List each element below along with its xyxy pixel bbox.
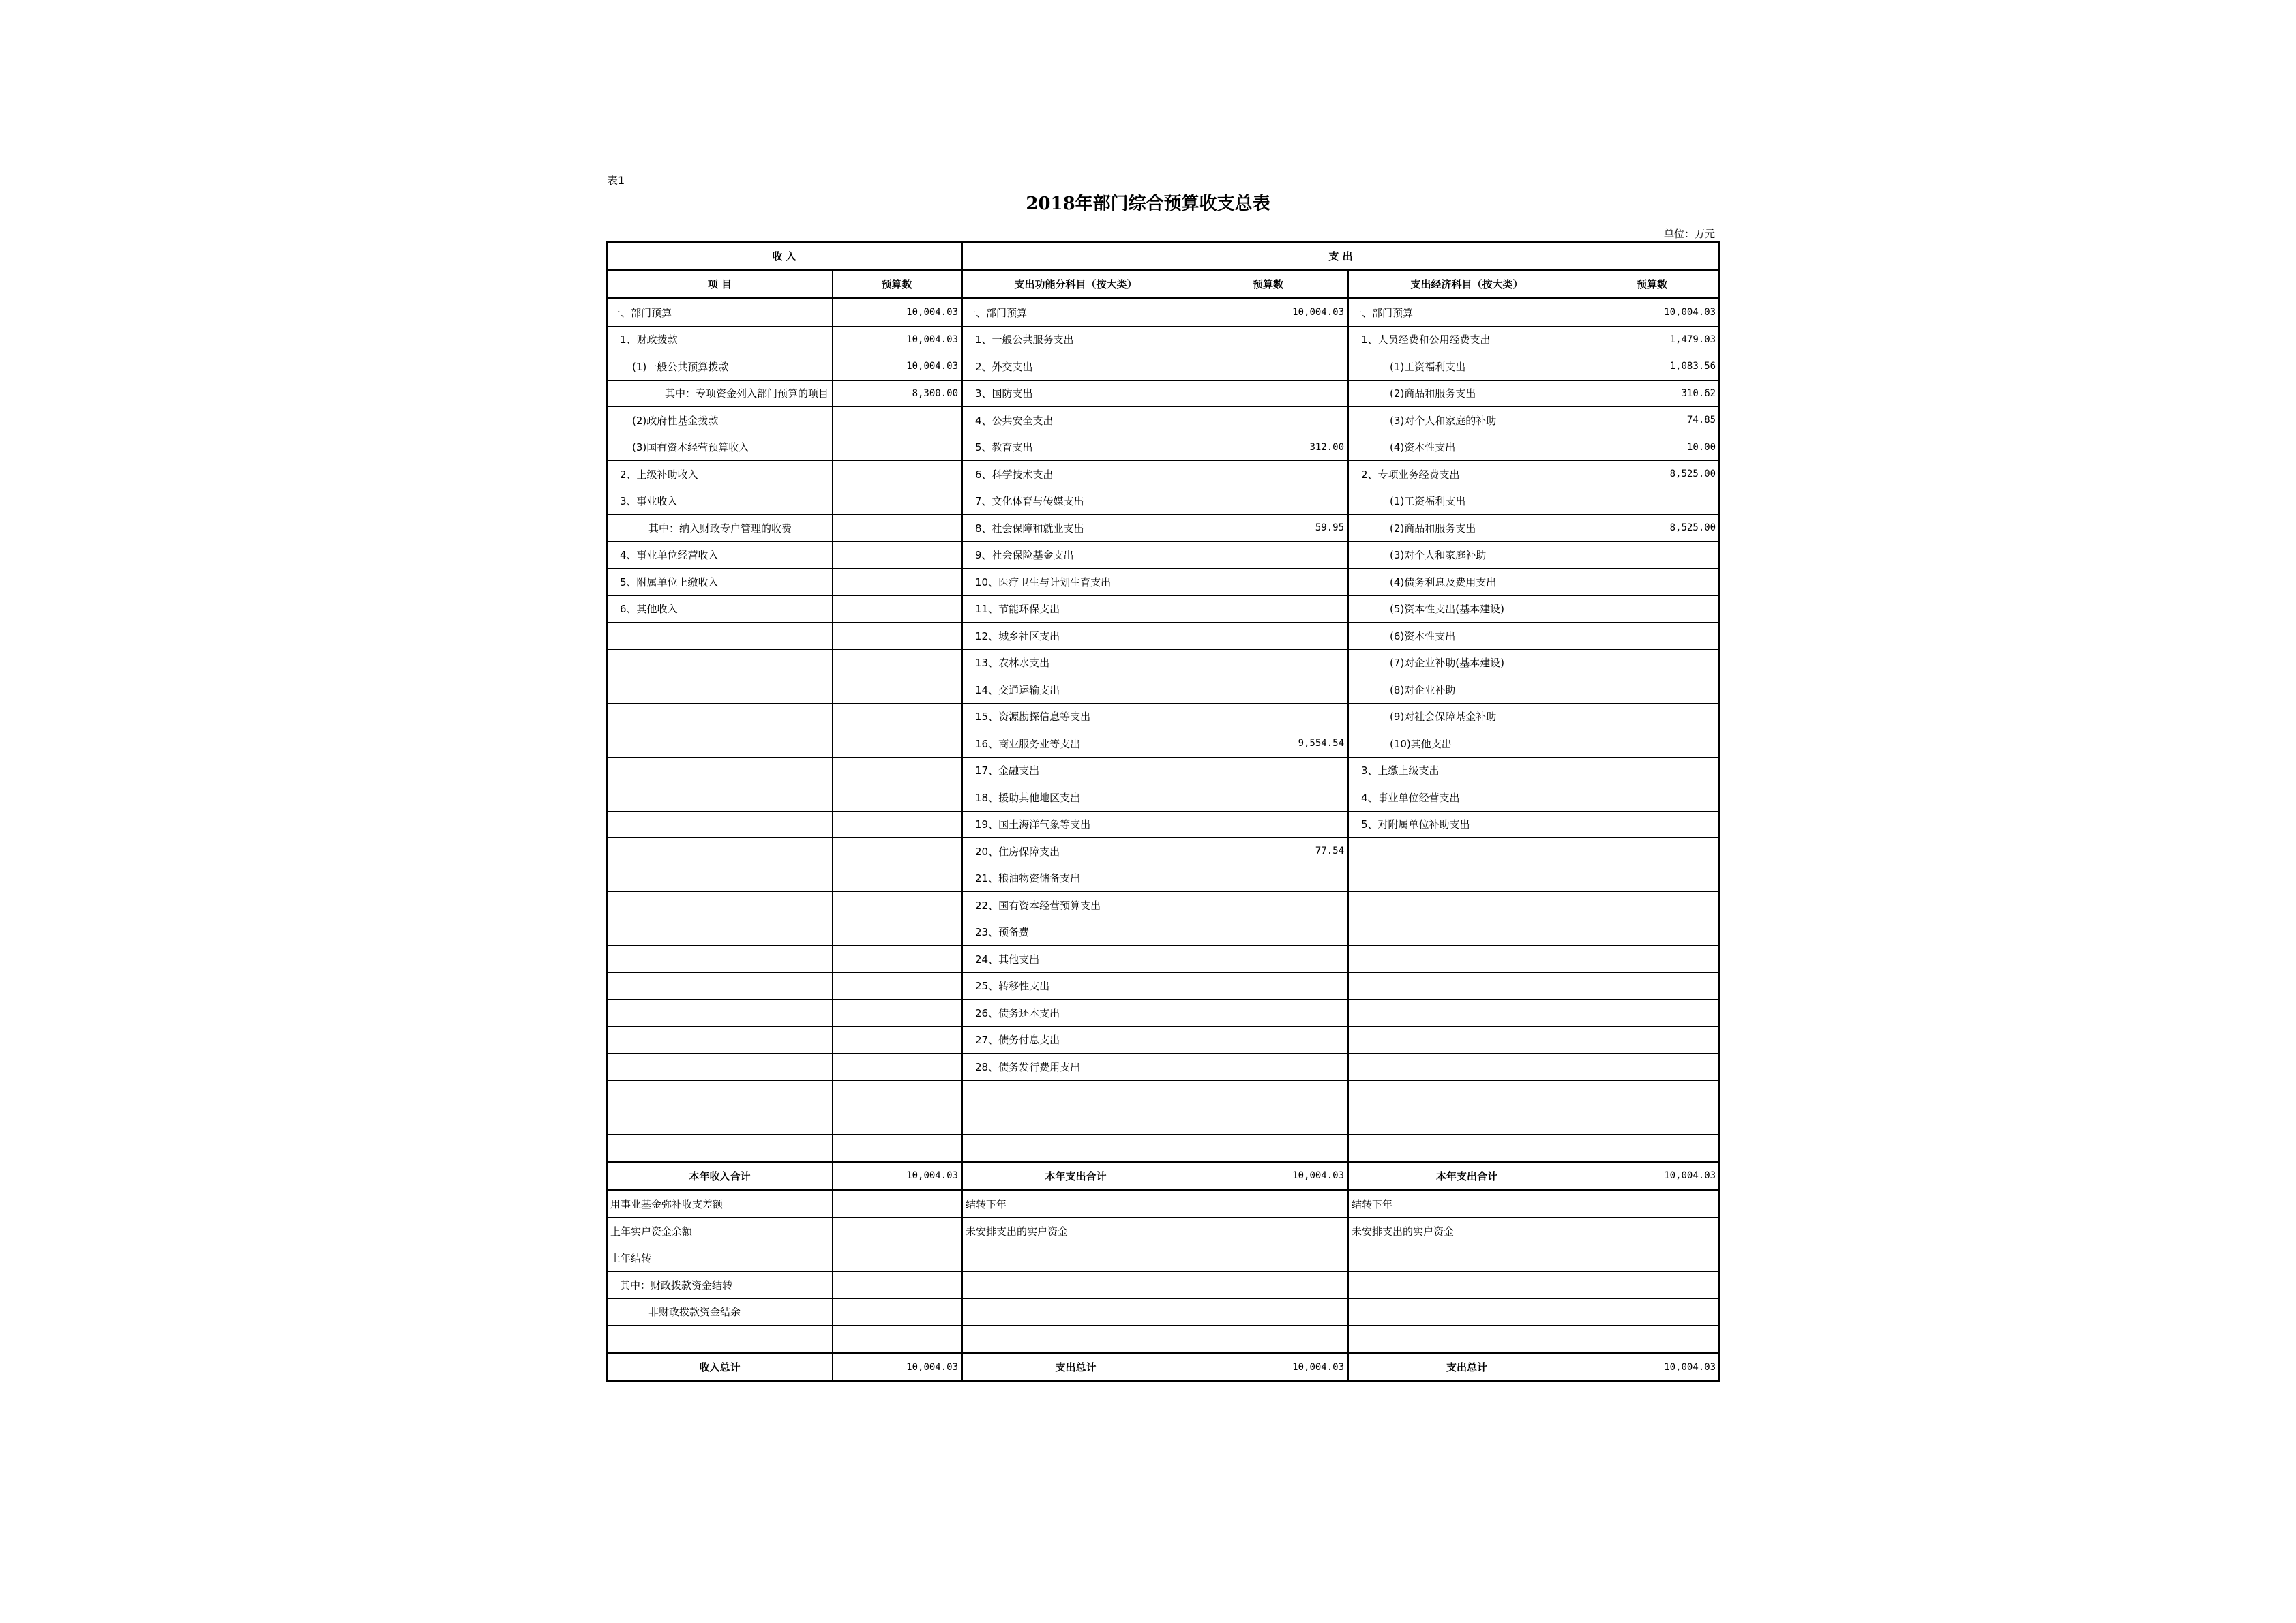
item-cell <box>607 838 833 865</box>
budget-cell <box>833 1080 962 1107</box>
budget-cell <box>1585 1218 1720 1245</box>
item-cell: 一、部门预算 <box>962 299 1189 327</box>
budget-cell: 1,083.56 <box>1585 353 1720 381</box>
item-cell: 27、债务付息支出 <box>962 1026 1189 1054</box>
budget-cell <box>1585 676 1720 704</box>
expense-header: 支 出 <box>962 242 1720 271</box>
item-cell: (4)资本性支出 <box>1348 434 1585 461</box>
budget-cell <box>1189 892 1348 919</box>
item-cell: 2、专项业务经费支出 <box>1348 461 1585 488</box>
item-cell: 3、国防支出 <box>962 380 1189 407</box>
item-cell: 一、部门预算 <box>1348 299 1585 327</box>
item-cell <box>962 1326 1189 1354</box>
item-cell: 支出总计 <box>1348 1353 1585 1382</box>
budget-cell <box>1189 703 1348 730</box>
item-cell: 1、财政拨款 <box>607 326 833 353</box>
item-cell: 其中：纳入财政专户管理的收费 <box>607 515 833 542</box>
item-cell <box>607 811 833 838</box>
budget-cell <box>1189 353 1348 381</box>
budget-cell: 10,004.03 <box>833 353 962 381</box>
item-cell: 5、附属单位上缴收入 <box>607 569 833 596</box>
table-row <box>607 488 1720 515</box>
sheet-label: 表1 <box>607 174 625 187</box>
item-cell: 未安排支出的实户资金 <box>1348 1218 1585 1245</box>
item-cell: 18、援助其他地区支出 <box>962 784 1189 812</box>
budget-cell: 10,004.03 <box>1585 299 1720 327</box>
col-func-header: 支出功能分科目（按大类） <box>962 270 1189 299</box>
budget-cell <box>833 515 962 542</box>
item-cell <box>607 1134 833 1162</box>
item-cell <box>607 1000 833 1027</box>
budget-cell <box>1189 1134 1348 1162</box>
budget-cell <box>833 676 962 704</box>
table-row <box>607 380 1720 407</box>
item-cell: 收入总计 <box>607 1353 833 1382</box>
item-cell: 本年支出合计 <box>1348 1162 1585 1191</box>
item-cell <box>607 676 833 704</box>
budget-cell <box>1585 730 1720 758</box>
budget-cell <box>1189 972 1348 1000</box>
item-cell <box>962 1107 1189 1135</box>
item-cell: 5、对附属单位补助支出 <box>1348 811 1585 838</box>
income-header: 收 入 <box>607 242 962 271</box>
budget-cell: 74.85 <box>1585 407 1720 434</box>
budget-cell <box>1189 1272 1348 1299</box>
item-cell <box>607 1080 833 1107</box>
item-cell <box>962 1245 1189 1272</box>
budget-cell <box>833 1272 962 1299</box>
budget-cell <box>833 1026 962 1054</box>
budget-cell <box>1585 569 1720 596</box>
budget-cell <box>1585 1026 1720 1054</box>
budget-cell <box>833 569 962 596</box>
item-cell: 12、城乡社区支出 <box>962 623 1189 650</box>
item-cell: (8)对企业补助 <box>1348 676 1585 704</box>
table-row <box>607 569 1720 596</box>
budget-cell <box>1585 757 1720 784</box>
budget-cell: 10.00 <box>1585 434 1720 461</box>
budget-cell <box>1189 1326 1348 1354</box>
item-cell: 结转下年 <box>962 1190 1189 1218</box>
item-cell <box>607 784 833 812</box>
col-econ-header: 支出经济科目（按大类） <box>1348 270 1585 299</box>
budget-cell <box>1189 919 1348 946</box>
item-cell: 2、上级补助收入 <box>607 461 833 488</box>
budget-cell: 1,479.03 <box>1585 326 1720 353</box>
budget-cell: 8,525.00 <box>1585 515 1720 542</box>
budget-cell: 8,525.00 <box>1585 461 1720 488</box>
item-cell <box>1348 1054 1585 1081</box>
item-cell <box>1348 1107 1585 1135</box>
item-cell: (2)商品和服务支出 <box>1348 515 1585 542</box>
budget-cell <box>1189 1107 1348 1135</box>
after-row <box>607 1218 1720 1245</box>
item-cell: (6)资本性支出 <box>1348 623 1585 650</box>
budget-cell: 10,004.03 <box>1189 1353 1348 1382</box>
budget-cell: 10,004.03 <box>833 1353 962 1382</box>
item-cell <box>1348 972 1585 1000</box>
budget-cell <box>833 488 962 515</box>
item-cell <box>607 892 833 919</box>
item-cell: 13、农林水支出 <box>962 649 1189 676</box>
budget-cell <box>833 595 962 623</box>
item-cell <box>962 1298 1189 1326</box>
budget-cell <box>1189 623 1348 650</box>
item-cell <box>607 1054 833 1081</box>
budget-cell <box>1189 326 1348 353</box>
budget-cell <box>833 1326 962 1354</box>
item-cell: (1)一般公共预算拨款 <box>607 353 833 381</box>
table-row <box>607 1080 1720 1107</box>
budget-cell <box>1189 595 1348 623</box>
table-row <box>607 757 1720 784</box>
item-cell <box>607 623 833 650</box>
after-row <box>607 1272 1720 1299</box>
budget-cell <box>833 623 962 650</box>
budget-cell <box>1585 838 1720 865</box>
item-cell <box>607 919 833 946</box>
item-cell: 3、事业收入 <box>607 488 833 515</box>
item-cell: (7)对企业补助(基本建设) <box>1348 649 1585 676</box>
item-cell: 其中：专项资金列入部门预算的项目 <box>607 380 833 407</box>
item-cell: 4、事业单位经营支出 <box>1348 784 1585 812</box>
budget-cell <box>1189 1026 1348 1054</box>
table-row <box>607 461 1720 488</box>
item-cell: 11、节能环保支出 <box>962 595 1189 623</box>
budget-cell <box>833 703 962 730</box>
item-cell: 支出总计 <box>962 1353 1189 1382</box>
item-cell: 10、医疗卫生与计划生育支出 <box>962 569 1189 596</box>
item-cell <box>607 865 833 892</box>
budget-cell <box>1585 1000 1720 1027</box>
item-cell: 6、其他收入 <box>607 595 833 623</box>
budget-cell: 59.95 <box>1189 515 1348 542</box>
budget-cell <box>1585 784 1720 812</box>
budget-cell: 312.00 <box>1189 434 1348 461</box>
budget-cell <box>1189 1218 1348 1245</box>
table-row <box>607 676 1720 704</box>
budget-cell <box>1189 380 1348 407</box>
budget-cell <box>833 838 962 865</box>
item-cell: 28、债务发行费用支出 <box>962 1054 1189 1081</box>
budget-cell <box>1189 649 1348 676</box>
table-row <box>607 811 1720 838</box>
budget-cell <box>833 434 962 461</box>
page-title: 2018年部门综合预算收支总表 <box>1026 194 1270 214</box>
budget-cell <box>833 1218 962 1245</box>
budget-cell <box>1585 946 1720 973</box>
table-row <box>607 1054 1720 1081</box>
budget-cell <box>1585 811 1720 838</box>
item-cell <box>607 730 833 758</box>
budget-cell <box>1585 1107 1720 1135</box>
table-row <box>607 541 1720 569</box>
col-budget-header: 预算数 <box>1585 270 1720 299</box>
item-cell: 14、交通运输支出 <box>962 676 1189 704</box>
item-cell: 2、外交支出 <box>962 353 1189 381</box>
budget-cell <box>833 1298 962 1326</box>
item-cell <box>962 1134 1189 1162</box>
item-cell <box>607 972 833 1000</box>
budget-cell <box>833 892 962 919</box>
item-cell: 5、教育支出 <box>962 434 1189 461</box>
budget-cell <box>1585 1134 1720 1162</box>
table-row <box>607 946 1720 973</box>
budget-cell <box>833 1000 962 1027</box>
item-cell <box>607 649 833 676</box>
budget-cell <box>833 407 962 434</box>
column-header-row <box>607 270 1720 299</box>
item-cell: (2)政府性基金拨款 <box>607 407 833 434</box>
item-cell: 17、金融支出 <box>962 757 1189 784</box>
group-header-row <box>607 242 1720 271</box>
table-row <box>607 972 1720 1000</box>
item-cell: 24、其他支出 <box>962 946 1189 973</box>
budget-cell <box>1585 1326 1720 1354</box>
item-cell <box>607 703 833 730</box>
item-cell <box>962 1272 1189 1299</box>
item-cell: 6、科学技术支出 <box>962 461 1189 488</box>
item-cell: 22、国有资本经营预算支出 <box>962 892 1189 919</box>
budget-cell: 310.62 <box>1585 380 1720 407</box>
budget-cell <box>1585 541 1720 569</box>
item-cell: 15、资源勘探信息等支出 <box>962 703 1189 730</box>
after-row <box>607 1245 1720 1272</box>
item-cell: (3)对个人和家庭补助 <box>1348 541 1585 569</box>
item-cell: (1)工资福利支出 <box>1348 353 1585 381</box>
item-cell <box>1348 1326 1585 1354</box>
item-cell: 20、住房保障支出 <box>962 838 1189 865</box>
item-cell: 一、部门预算 <box>607 299 833 327</box>
table-row <box>607 434 1720 461</box>
budget-cell <box>1189 488 1348 515</box>
budget-cell <box>1585 649 1720 676</box>
budget-cell <box>1585 865 1720 892</box>
budget-cell <box>1189 541 1348 569</box>
table-row <box>607 353 1720 381</box>
budget-table <box>606 241 1720 1382</box>
item-cell <box>1348 1272 1585 1299</box>
budget-cell <box>1585 1054 1720 1081</box>
table-row <box>607 595 1720 623</box>
item-cell: 26、债务还本支出 <box>962 1000 1189 1027</box>
item-cell: 其中：财政拨款资金结转 <box>607 1272 833 1299</box>
budget-cell <box>1585 623 1720 650</box>
budget-cell <box>1189 676 1348 704</box>
item-cell: (4)债务利息及费用支出 <box>1348 569 1585 596</box>
budget-cell: 9,554.54 <box>1189 730 1348 758</box>
budget-cell <box>833 1134 962 1162</box>
table-row <box>607 919 1720 946</box>
item-cell: 结转下年 <box>1348 1190 1585 1218</box>
item-cell <box>1348 838 1585 865</box>
table-row <box>607 1107 1720 1135</box>
budget-cell: 10,004.03 <box>833 326 962 353</box>
item-cell: 4、事业单位经营收入 <box>607 541 833 569</box>
budget-cell <box>833 730 962 758</box>
after-row <box>607 1190 1720 1218</box>
budget-cell <box>1189 1080 1348 1107</box>
item-cell: 3、上缴上级支出 <box>1348 757 1585 784</box>
item-cell <box>607 1107 833 1135</box>
item-cell: 4、公共安全支出 <box>962 407 1189 434</box>
budget-cell: 10,004.03 <box>1585 1353 1720 1382</box>
table-row <box>607 865 1720 892</box>
item-cell <box>607 1026 833 1054</box>
budget-cell <box>1585 892 1720 919</box>
budget-cell <box>1189 1000 1348 1027</box>
budget-cell <box>1585 1245 1720 1272</box>
budget-cell <box>833 461 962 488</box>
col-item-header: 项 目 <box>607 270 833 299</box>
item-cell: 未安排支出的实户资金 <box>962 1218 1189 1245</box>
item-cell <box>1348 1245 1585 1272</box>
budget-cell <box>1189 569 1348 596</box>
item-cell: 上年实户资金余额 <box>607 1218 833 1245</box>
item-cell: 7、文化体育与传媒支出 <box>962 488 1189 515</box>
budget-cell <box>833 919 962 946</box>
item-cell <box>1348 892 1585 919</box>
item-cell: 1、一般公共服务支出 <box>962 326 1189 353</box>
item-cell: 本年支出合计 <box>962 1162 1189 1191</box>
budget-cell <box>1585 919 1720 946</box>
budget-cell <box>833 784 962 812</box>
budget-cell <box>1189 461 1348 488</box>
item-cell <box>607 1326 833 1354</box>
item-cell: 1、人员经费和公用经费支出 <box>1348 326 1585 353</box>
col-budget-header: 预算数 <box>1189 270 1348 299</box>
budget-cell <box>833 811 962 838</box>
budget-cell <box>1585 972 1720 1000</box>
table-row <box>607 1026 1720 1054</box>
budget-cell <box>833 757 962 784</box>
item-cell: 用事业基金弥补收支差额 <box>607 1190 833 1218</box>
budget-cell <box>1189 811 1348 838</box>
col-budget-header: 预算数 <box>833 270 962 299</box>
budget-cell <box>1189 757 1348 784</box>
budget-cell <box>833 649 962 676</box>
budget-cell <box>1585 1272 1720 1299</box>
item-cell <box>1348 1134 1585 1162</box>
item-cell: 16、商业服务业等支出 <box>962 730 1189 758</box>
budget-cell <box>1189 1190 1348 1218</box>
budget-cell <box>1189 1054 1348 1081</box>
budget-cell <box>833 865 962 892</box>
table-row <box>607 892 1720 919</box>
budget-cell <box>833 1107 962 1135</box>
item-cell: 非财政拨款资金结余 <box>607 1298 833 1326</box>
budget-cell <box>1585 1298 1720 1326</box>
budget-cell <box>1189 1298 1348 1326</box>
budget-cell <box>833 1245 962 1272</box>
item-cell <box>607 946 833 973</box>
table-row <box>607 515 1720 542</box>
item-cell: 9、社会保险基金支出 <box>962 541 1189 569</box>
total-row <box>607 1353 1720 1382</box>
unit-label: 单位：万元 <box>1663 228 1715 240</box>
table-body <box>607 242 1720 1382</box>
table-row <box>607 649 1720 676</box>
after-row <box>607 1298 1720 1326</box>
budget-cell <box>1189 865 1348 892</box>
item-cell: 上年结转 <box>607 1245 833 1272</box>
budget-cell <box>1189 784 1348 812</box>
budget-cell <box>1585 703 1720 730</box>
budget-cell <box>1585 595 1720 623</box>
item-cell <box>1348 1298 1585 1326</box>
item-cell <box>1348 1080 1585 1107</box>
item-cell: (5)资本性支出(基本建设) <box>1348 595 1585 623</box>
item-cell <box>1348 865 1585 892</box>
table-row <box>607 326 1720 353</box>
budget-cell <box>833 972 962 1000</box>
item-cell <box>1348 1000 1585 1027</box>
item-cell: (2)商品和服务支出 <box>1348 380 1585 407</box>
budget-cell: 10,004.03 <box>833 1162 962 1191</box>
table-row <box>607 299 1720 327</box>
budget-cell: 10,004.03 <box>1585 1162 1720 1191</box>
item-cell <box>1348 1026 1585 1054</box>
budget-cell: 10,004.03 <box>1189 299 1348 327</box>
budget-cell: 10,004.03 <box>1189 1162 1348 1191</box>
budget-cell <box>1189 1245 1348 1272</box>
item-cell: (3)国有资本经营预算收入 <box>607 434 833 461</box>
total-row <box>607 1162 1720 1191</box>
item-cell <box>1348 919 1585 946</box>
table-row <box>607 623 1720 650</box>
budget-cell <box>833 1190 962 1218</box>
budget-cell <box>1585 1190 1720 1218</box>
item-cell: 19、国土海洋气象等支出 <box>962 811 1189 838</box>
item-cell: (9)对社会保障基金补助 <box>1348 703 1585 730</box>
table-row <box>607 1134 1720 1162</box>
item-cell: 21、粮油物资储备支出 <box>962 865 1189 892</box>
budget-cell: 10,004.03 <box>833 299 962 327</box>
budget-cell <box>1189 946 1348 973</box>
after-row <box>607 1326 1720 1354</box>
budget-cell <box>1189 407 1348 434</box>
item-cell: 本年收入合计 <box>607 1162 833 1191</box>
budget-cell <box>833 946 962 973</box>
item-cell <box>1348 946 1585 973</box>
budget-cell <box>833 541 962 569</box>
item-cell: 23、预备费 <box>962 919 1189 946</box>
table-row <box>607 703 1720 730</box>
item-cell: 25、转移性支出 <box>962 972 1189 1000</box>
table-row <box>607 730 1720 758</box>
item-cell <box>962 1080 1189 1107</box>
table-row <box>607 838 1720 865</box>
table-row <box>607 784 1720 812</box>
budget-cell <box>1585 488 1720 515</box>
table-row <box>607 407 1720 434</box>
table-row <box>607 1000 1720 1027</box>
budget-cell <box>833 1054 962 1081</box>
budget-cell: 77.54 <box>1189 838 1348 865</box>
item-cell: (3)对个人和家庭的补助 <box>1348 407 1585 434</box>
item-cell: (1)工资福利支出 <box>1348 488 1585 515</box>
item-cell: 8、社会保障和就业支出 <box>962 515 1189 542</box>
item-cell: (10)其他支出 <box>1348 730 1585 758</box>
item-cell <box>607 757 833 784</box>
budget-cell <box>1585 1080 1720 1107</box>
budget-cell: 8,300.00 <box>833 380 962 407</box>
